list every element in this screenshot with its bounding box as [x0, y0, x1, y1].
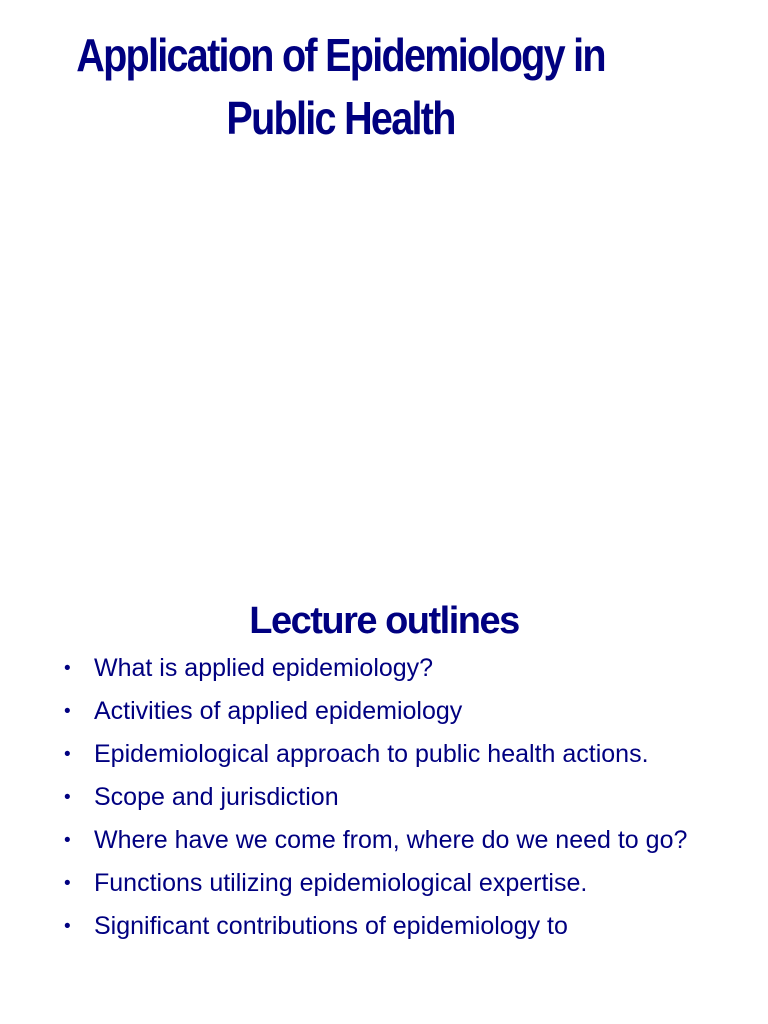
bullet-icon: • [64, 744, 71, 765]
outline-item [58, 737, 698, 772]
outline-list [58, 651, 698, 952]
outline-item-text: Epidemiological approach to public health actions. [94, 740, 649, 768]
slide-title-line-1: Application of Epidemiology in [76, 29, 605, 81]
outline-item [58, 780, 698, 815]
outline-item [58, 651, 698, 686]
outline-item [58, 909, 698, 944]
outline-item-text: What is applied epidemiology? [94, 654, 434, 682]
outline-item-text: Scope and jurisdiction [94, 783, 339, 811]
outline-item-text: Significant contributions of epidemiology to [94, 912, 568, 940]
bullet-icon: • [64, 873, 71, 894]
lecture-outlines-heading: Lecture outlines [249, 600, 519, 642]
bullet-icon: • [64, 701, 71, 722]
bullet-icon: • [64, 658, 71, 679]
bullet-icon: • [64, 916, 71, 937]
bullet-icon: • [64, 830, 71, 851]
slide-title [0, 24, 681, 150]
outline-item-text: Functions utilizing epidemiological expertise. [94, 869, 588, 897]
outline-item-text: Activities of applied epidemiology [94, 697, 463, 725]
outline-item [58, 823, 698, 858]
outline-item [58, 694, 698, 729]
outline-item-text: Where have we come from, where do we need to go? [94, 826, 688, 854]
bullet-icon: • [64, 787, 71, 808]
slide-title-line-2: Public Health [226, 92, 455, 144]
outline-item [58, 866, 698, 901]
